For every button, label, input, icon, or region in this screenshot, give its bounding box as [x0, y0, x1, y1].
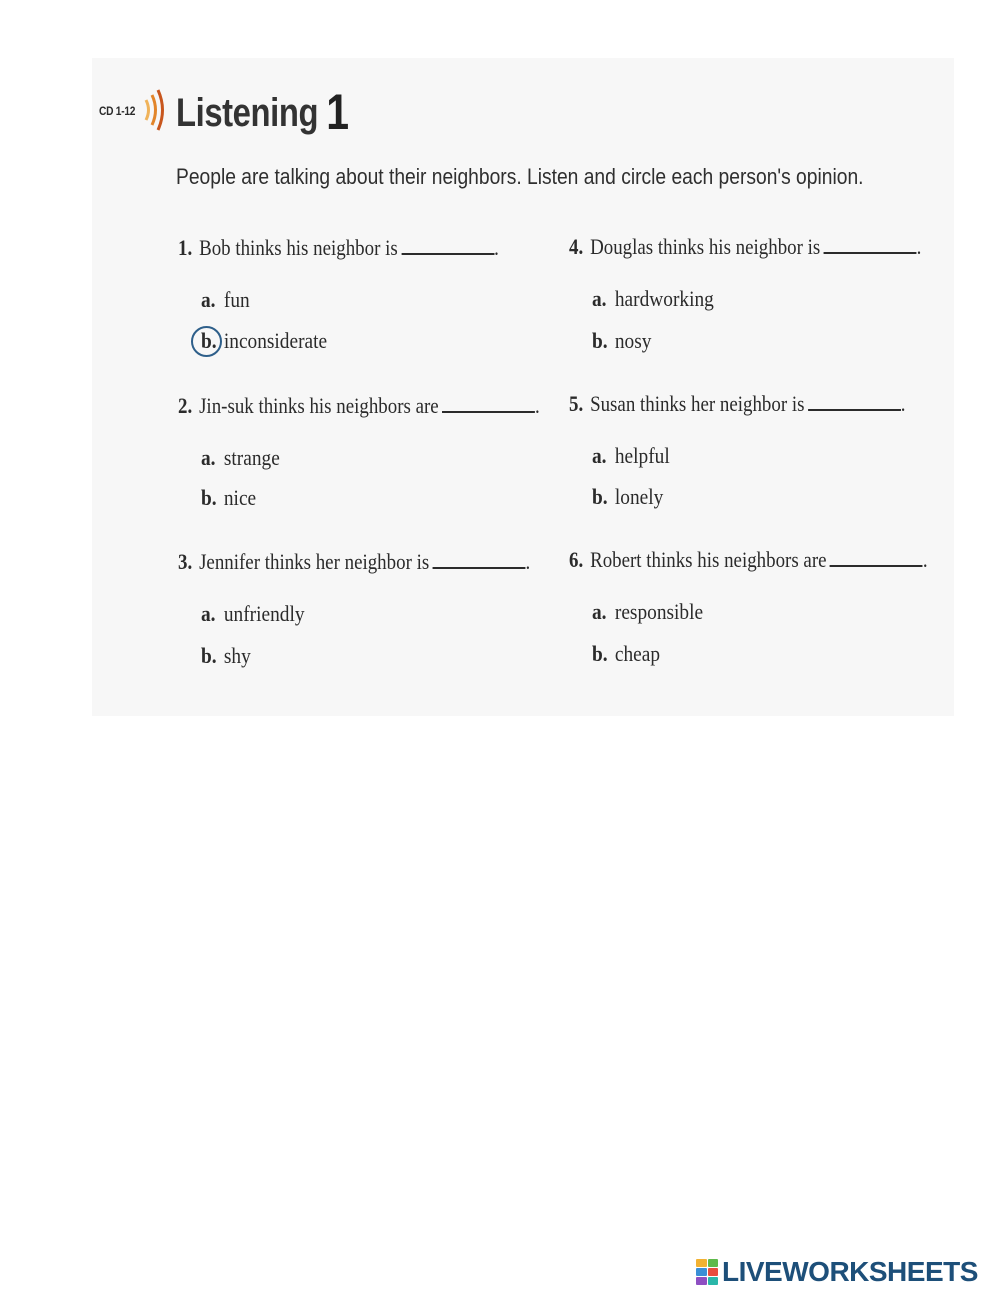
option-text: cheap [614, 641, 661, 666]
option-text: fun [223, 287, 250, 312]
option-letter: b. [592, 484, 608, 509]
question-text: Jin-suk thinks his neighbors are [199, 393, 439, 418]
question-6 [569, 547, 928, 573]
option-text: unfriendly [223, 601, 305, 626]
question-end: . [900, 391, 906, 416]
question-number: 6. [569, 547, 584, 572]
option-letter: a. [201, 601, 216, 626]
title-number: 1 [326, 84, 349, 140]
question-4-option-a[interactable] [592, 286, 714, 312]
question-1 [178, 235, 499, 261]
section-title [176, 80, 349, 138]
question-text: Jennifer thinks her neighbor is [199, 549, 430, 574]
answer-blank[interactable] [442, 411, 535, 413]
question-end: . [525, 549, 531, 574]
option-text: nice [223, 485, 257, 510]
option-letter: b. [201, 485, 217, 510]
question-end: . [922, 547, 928, 572]
answer-blank[interactable] [808, 409, 901, 411]
question-text: Robert thinks his neighbors are [590, 547, 827, 572]
question-4-option-b[interactable] [592, 328, 651, 354]
question-end: . [535, 393, 540, 418]
question-1-option-a[interactable] [201, 287, 250, 313]
question-6-option-a[interactable] [592, 599, 703, 625]
question-5-option-a[interactable] [592, 443, 670, 469]
question-5-option-b[interactable] [592, 484, 663, 510]
option-text: nosy [614, 328, 652, 353]
question-text: Douglas thinks his neighbor is [590, 234, 821, 259]
question-2-option-b[interactable] [201, 485, 256, 511]
answer-blank[interactable] [433, 567, 526, 569]
option-letter: b. [592, 328, 608, 353]
question-number: 4. [569, 234, 584, 259]
option-letter: b. [592, 641, 608, 666]
answer-blank[interactable] [830, 565, 923, 567]
question-5 [569, 391, 906, 417]
option-letter: a. [592, 443, 607, 468]
question-text: Susan thinks her neighbor is [590, 391, 805, 416]
answer-blank[interactable] [824, 252, 917, 254]
option-text: inconsiderate [223, 328, 328, 353]
option-text: responsible [614, 599, 704, 624]
option-letter: a. [201, 445, 216, 470]
question-number: 2. [178, 393, 193, 418]
question-2 [178, 393, 540, 419]
question-end: . [916, 234, 922, 259]
option-text: strange [223, 445, 280, 470]
option-text: lonely [614, 484, 664, 509]
question-6-option-b[interactable] [592, 641, 660, 667]
option-text: helpful [614, 443, 670, 468]
instructions: People are talking about their neighbors. Listen and circle each person's opinion. [176, 164, 864, 189]
option-letter: b. [201, 643, 217, 668]
title-text: Listening [176, 91, 319, 135]
option-letter: b. [201, 328, 217, 353]
liveworksheets-logo-icon [696, 1259, 718, 1285]
question-3-option-a[interactable] [201, 601, 305, 627]
question-3-option-b[interactable] [201, 643, 251, 669]
option-letter: a. [592, 599, 607, 624]
answer-circle [191, 326, 222, 357]
question-number: 3. [178, 549, 193, 574]
question-end: . [494, 235, 499, 260]
option-letter: a. [201, 287, 216, 312]
question-2-option-a[interactable] [201, 445, 280, 471]
brand-name: LIVEWORKSHEETS [722, 1256, 978, 1287]
question-4 [569, 234, 921, 260]
audio-waves-icon [142, 86, 170, 134]
cd-track-label: CD 1-12 [99, 104, 136, 118]
liveworksheets-brand[interactable] [696, 1255, 978, 1289]
option-text: hardworking [614, 286, 714, 311]
question-3 [178, 549, 530, 575]
answer-blank[interactable] [401, 253, 494, 255]
question-text: Bob thinks his neighbor is [199, 235, 398, 260]
option-text: shy [223, 643, 251, 668]
question-number: 5. [569, 391, 584, 416]
option-letter: a. [592, 286, 607, 311]
question-number: 1. [178, 235, 193, 260]
